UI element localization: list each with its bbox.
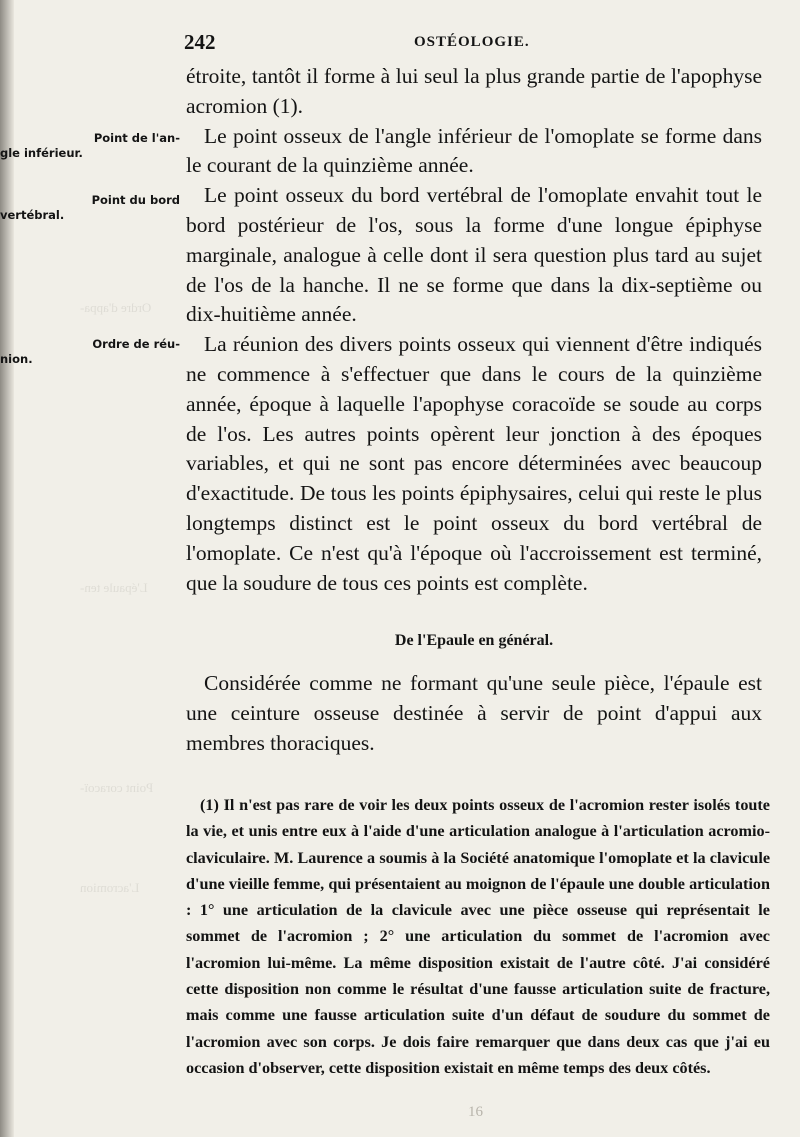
margin-note-vertebral bbox=[0, 193, 180, 223]
footnote: (1) Il n'est pas rare de voir les deux points osseux de l'acromion rester isolés toute la vie, et unis entre eux à l'aide d'une articulation analogue à l'articulation acromio-claviculaire. M. Laurence a soumis à la Société anatomique l'omoplate et la clavicule d'une vieille femme, qui présentaient au moignon de l'épaule une double articulation : 1° une articulation de la clavicule avec une pièce osseuse qui représentait le sommet de l'acromion ; 2° une articulation du sommet de l'acromion avec l'acromion lui-même. La même disposition existait de l'autre côté. J'ai considéré cette disposition non comme le résultat d'une fausse articulation suite de fracture, mais comme une fausse articulation suite d'un défaut de soudure du sommet de l'acromion avec son corps. Je dois faire remarquer que dans deux cas que j'ai eu occasion d'observer, cette disposition existait en même temps des deux côtés. bbox=[186, 796, 770, 1077]
margin-note-line: Point de l'an- bbox=[93, 131, 180, 145]
page-header bbox=[184, 30, 774, 60]
margin-note-line: nion. bbox=[0, 352, 33, 366]
gutter-shadow bbox=[0, 0, 14, 1137]
paragraph-continuation: étroite, tantôt il forme à lui seul la plus grande partie de l'apophyse acromion (1). bbox=[186, 64, 762, 118]
main-text bbox=[186, 62, 762, 598]
margin-note-angle bbox=[0, 131, 180, 161]
page-number: 242 bbox=[184, 30, 216, 54]
margin-note-line: Point du bord bbox=[91, 193, 180, 207]
show-through-left-3: Point coracoï- bbox=[80, 780, 154, 795]
paragraph-inferior-angle: Le point osseux de l'angle inférieur de l'omoplate se forme dans le courant de la quinzième année. bbox=[186, 123, 762, 178]
paragraph-reunion: La réunion des divers points osseux qui viennent d'être indiqués ne commence à s'effectuer que dans le cours de la quinzième année, époque à laquelle l'apophyse coracoïde se soude au corps de l'os. Les autres points opèrent leur jonction à des époques variables, et qui ne sont pas encore déterminées avec beaucoup d'exactitude. De tous les points épiphysaires, celui qui reste le plus longtemps distinct est le point osseux du bord vertébral de l'omoplate. Ce n'est qu'à l'époque où l'accroissement est terminé, que la soudure de tous ces points est complète. bbox=[186, 332, 762, 595]
margin-note-reunion bbox=[0, 337, 180, 367]
paragraph-epaule-general: Considérée comme ne formant qu'une seule pièce, l'épaule est une ceinture osseuse destinée à servir de point d'appui aux membres thoraciques. bbox=[186, 671, 762, 755]
section-heading: De l'Epaule en général. bbox=[394, 632, 554, 649]
margin-note-line: vertébral. bbox=[0, 208, 65, 222]
margin-note-line: gle inférieur. bbox=[0, 146, 83, 160]
running-title: OSTÉOLOGIE. bbox=[414, 34, 530, 50]
show-through-left-2: L'épaule ten- bbox=[80, 580, 148, 595]
margin-note-line: Ordre de réu- bbox=[92, 337, 180, 351]
signature-mark: 16 bbox=[468, 1104, 483, 1120]
show-through-left-1: Ordre d'appa- bbox=[80, 300, 152, 315]
paragraph-vertebral-border: Le point osseux du bord vertébral de l'omoplate envahit tout le bord postérieur de l'os, sous la forme d'une longue épiphyse marginale, analogue à celle dont il sera question plus tard au sujet de l'os de la hanche. Il ne se forme que dans la dix-septième ou dix-huitième année. bbox=[186, 183, 762, 327]
show-through-left-4: L'acromion bbox=[80, 880, 140, 895]
